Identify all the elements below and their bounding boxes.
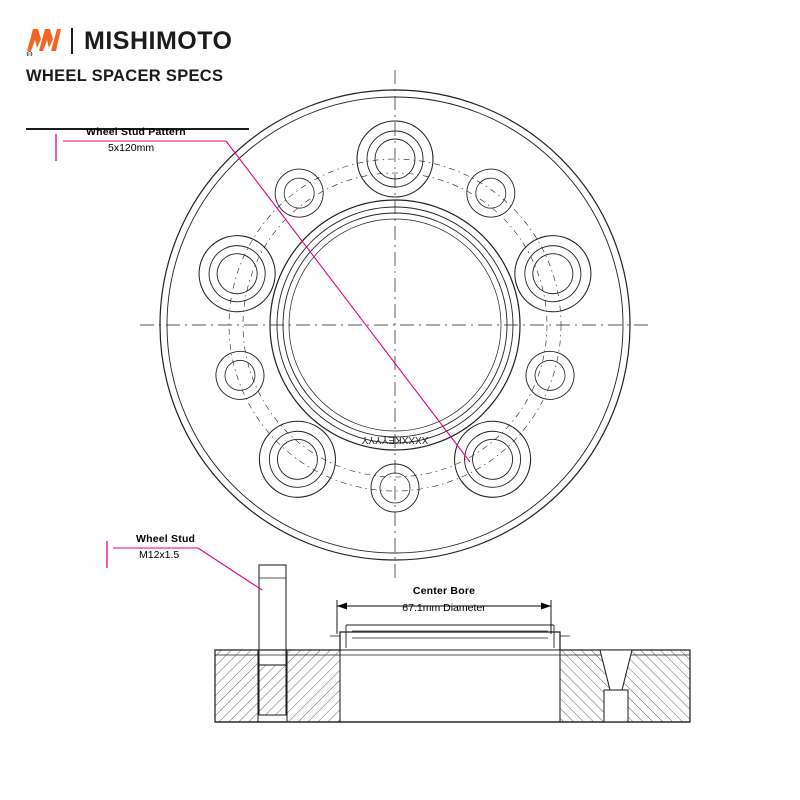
callout-center-bore — [334, 585, 554, 614]
face-engraving — [361, 434, 428, 445]
brand-name: MISHIMOTO — [84, 26, 233, 55]
front-view — [140, 70, 650, 580]
callout-wheel-stud — [136, 533, 195, 561]
callout-wheel-stud-pattern — [86, 126, 186, 154]
face-engraving-text: XXXXKEYYYY — [361, 434, 429, 445]
callout-value: M12x1.5 — [139, 549, 180, 561]
callout-value: 67.1mm Diameter — [402, 602, 486, 614]
page-title: WHEEL SPACER SPECS — [26, 67, 224, 85]
callout-title: Center Bore — [412, 585, 476, 597]
leader-lines — [56, 134, 470, 590]
svg-text:R: R — [28, 52, 31, 56]
callout-value: 5x120mm — [108, 142, 155, 154]
wheel-stud-part — [259, 565, 286, 715]
callout-title: Wheel Stud Pattern — [86, 126, 186, 138]
leader-wheel-stud-diagonal — [198, 548, 262, 590]
callout-title: Wheel Stud — [136, 533, 196, 545]
